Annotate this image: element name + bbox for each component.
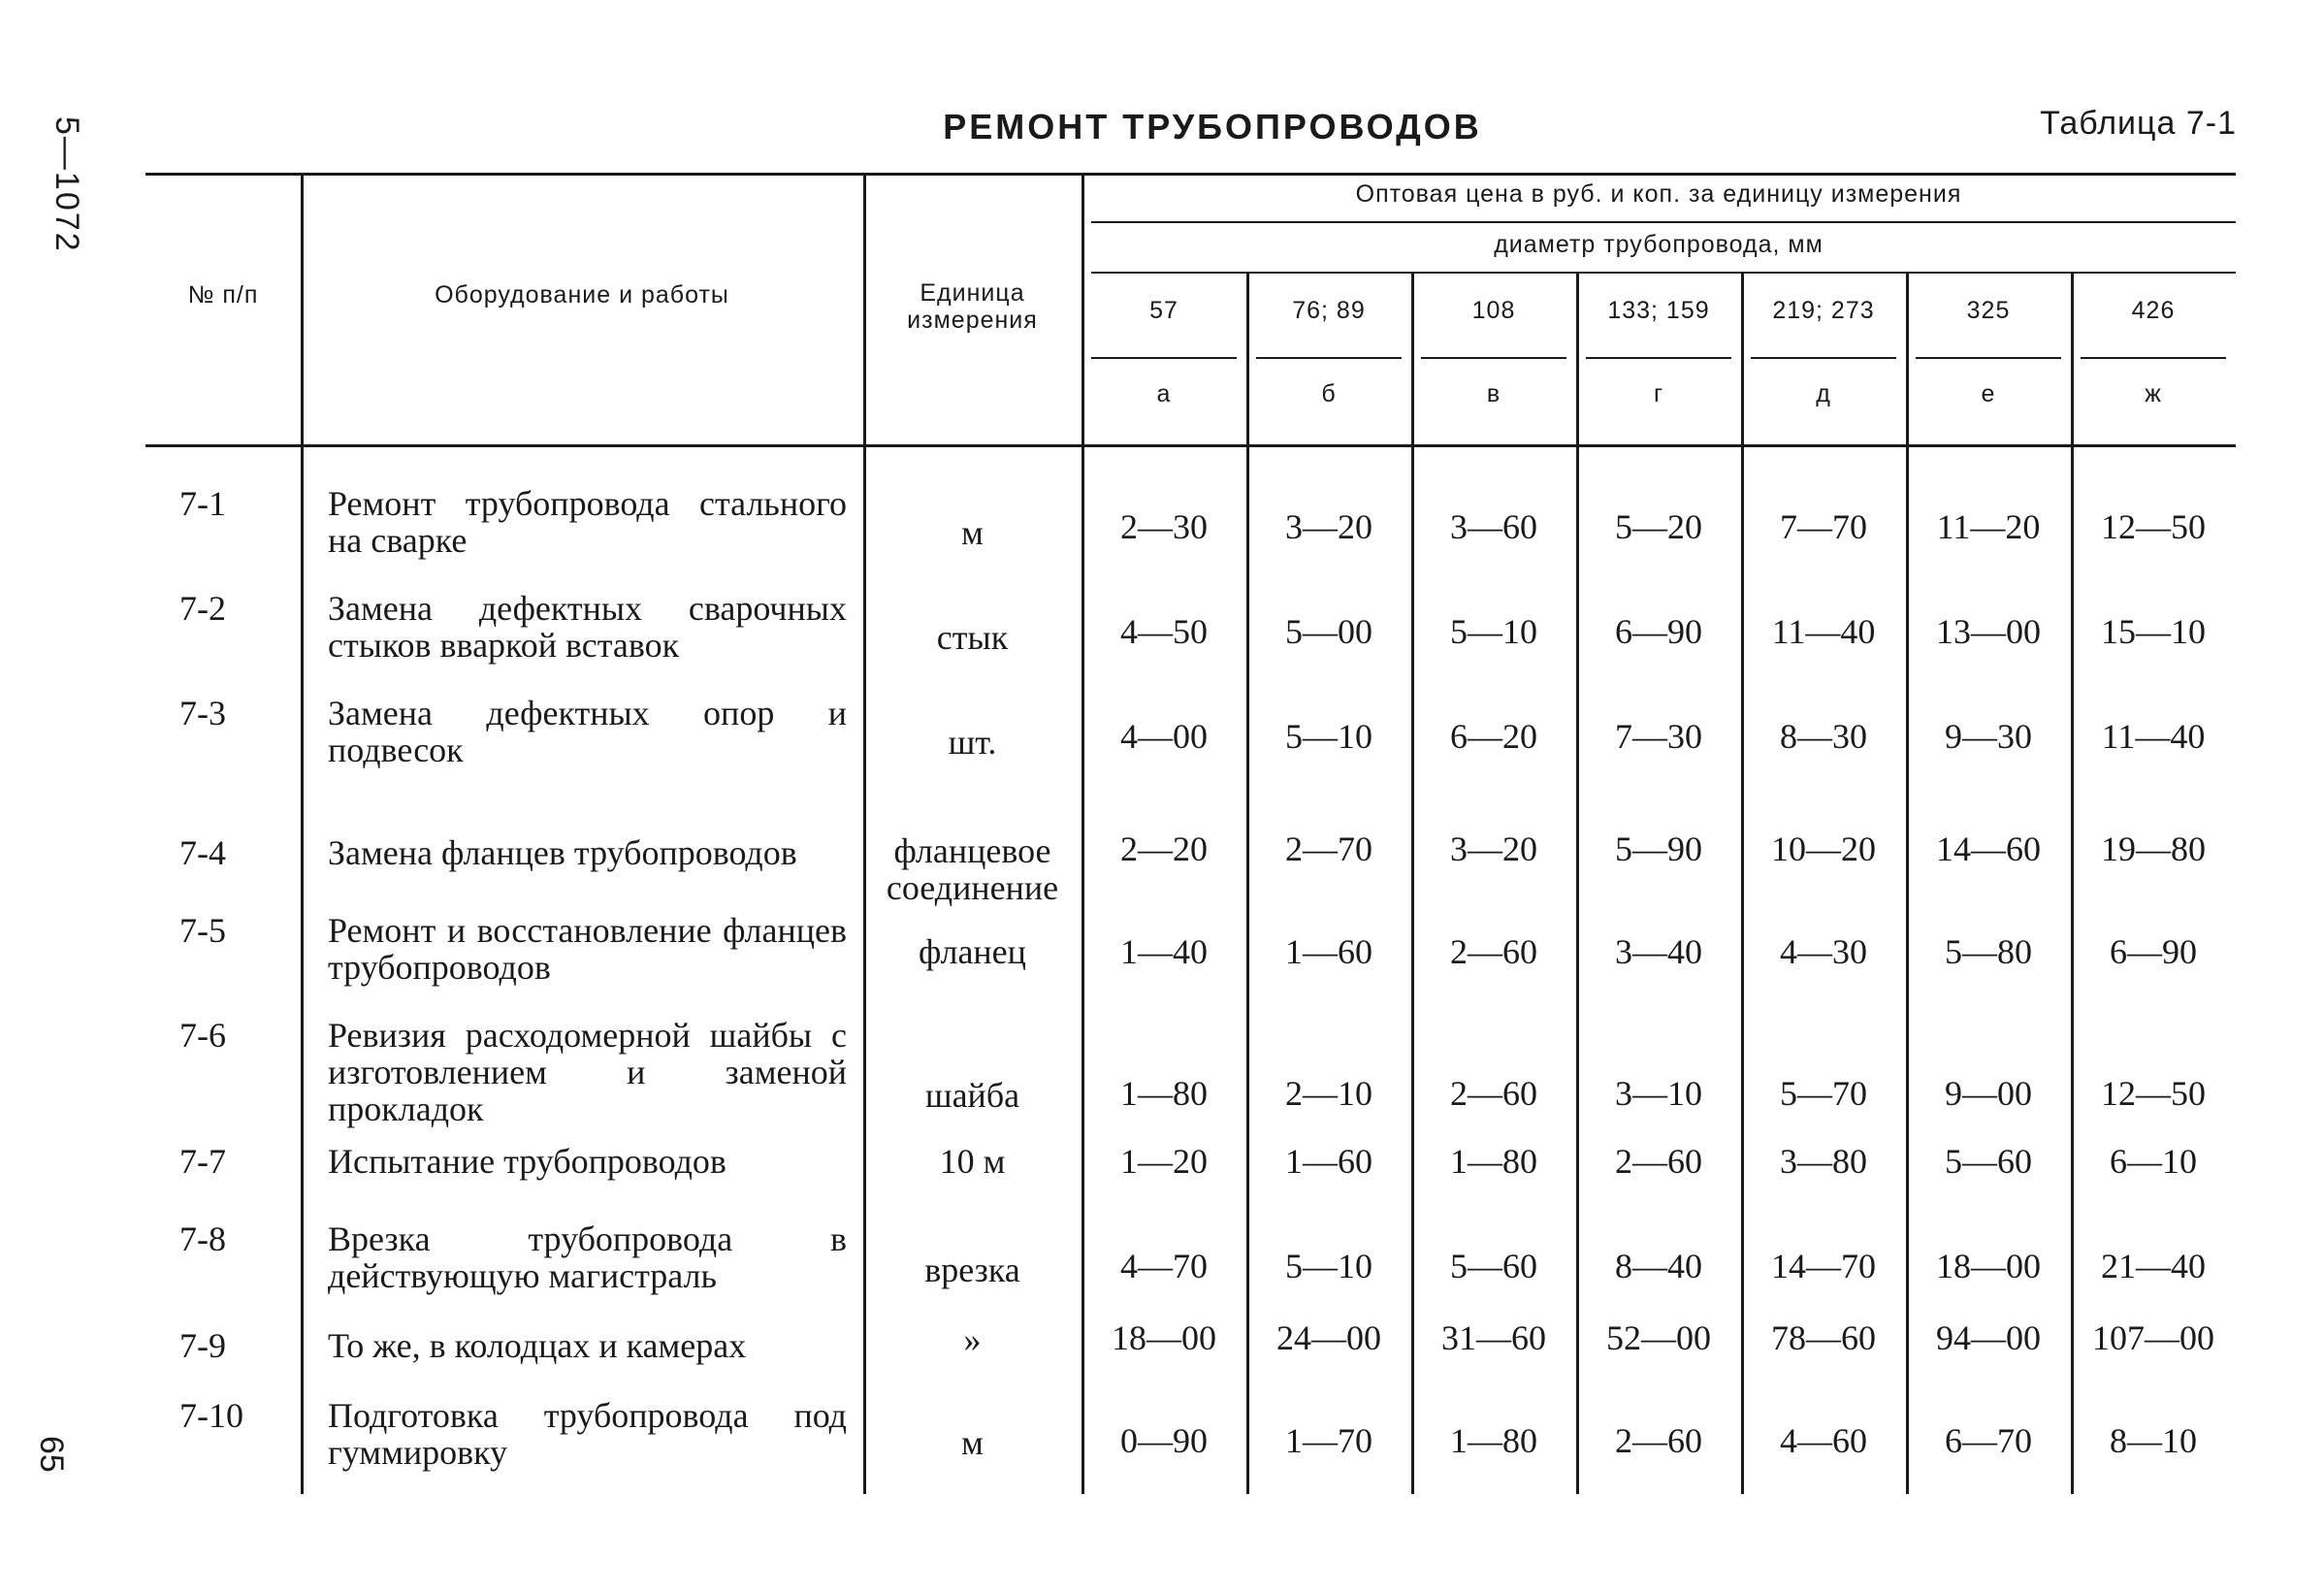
letter-sub-rule bbox=[1586, 357, 1731, 359]
price-value: 3—20 bbox=[1285, 507, 1372, 546]
work-description: Подготовка трубопровода под гуммировку bbox=[328, 1396, 847, 1472]
price-value: 19—80 bbox=[2101, 829, 2206, 868]
price-value: 4—30 bbox=[1780, 932, 1867, 971]
price-value: 15—10 bbox=[2101, 612, 2206, 651]
price-value: 7—70 bbox=[1780, 507, 1867, 546]
header-diameter-value: 76; 89 bbox=[1292, 297, 1366, 324]
header-column-letter: в bbox=[1486, 380, 1501, 407]
price-value: 8—40 bbox=[1615, 1247, 1702, 1285]
header-work: Оборудование и работы bbox=[435, 281, 729, 309]
price-value: 94—00 bbox=[1936, 1318, 2041, 1357]
unit-of-measure: фланцевое соединение bbox=[886, 831, 1059, 907]
unit-of-measure: стык bbox=[936, 618, 1009, 657]
side-code: 5—1072 bbox=[48, 116, 85, 253]
price-value: 18—00 bbox=[1112, 1318, 1216, 1357]
letter-sub-rule bbox=[1916, 357, 2061, 359]
price-value: 1—80 bbox=[1450, 1421, 1537, 1460]
price-value: 1—40 bbox=[1120, 932, 1208, 971]
price-value: 2—60 bbox=[1450, 1074, 1537, 1113]
letter-sub-rule bbox=[1256, 357, 1402, 359]
row-number: 7-6 bbox=[179, 1016, 226, 1055]
price-value: 2—60 bbox=[1615, 1142, 1702, 1181]
row-number: 7-8 bbox=[179, 1219, 226, 1258]
price-value: 6—90 bbox=[2110, 932, 2197, 971]
price-value: 5—60 bbox=[1945, 1142, 2032, 1181]
work-description: Ремонт и восстановление фланцев трубопроводов bbox=[328, 911, 847, 987]
work-description: Замена дефектных сварочных стыков вваркой вставок bbox=[328, 589, 847, 665]
price-value: 6—90 bbox=[1615, 612, 1702, 651]
col-rule-price bbox=[1906, 274, 1909, 1494]
letter-sub-rule bbox=[1421, 357, 1566, 359]
price-value: 3—60 bbox=[1450, 507, 1537, 546]
row-number: 7-7 bbox=[179, 1142, 226, 1181]
work-description: Ревизия расходомерной шайбы с изготовлением и заменой прокладок bbox=[328, 1016, 847, 1128]
price-value: 0—90 bbox=[1120, 1421, 1208, 1460]
price-value: 9—00 bbox=[1945, 1074, 2032, 1113]
unit-of-measure: шайба bbox=[924, 1076, 1020, 1115]
letter-sub-rule bbox=[2081, 357, 2226, 359]
price-sub-rule bbox=[1091, 221, 2236, 223]
price-value: 1—60 bbox=[1285, 1142, 1372, 1181]
price-value: 1—80 bbox=[1450, 1142, 1537, 1181]
price-value: 5—10 bbox=[1285, 717, 1372, 756]
price-value: 11—20 bbox=[1936, 507, 2041, 546]
price-value: 5—90 bbox=[1615, 829, 1702, 868]
work-description: Ремонт трубопровода стального на сварке bbox=[328, 484, 847, 560]
work-description: Испытание трубопроводов bbox=[328, 1142, 726, 1181]
price-value: 78—60 bbox=[1771, 1318, 1876, 1357]
work-description: Замена дефектных опор и подвесок bbox=[328, 694, 847, 769]
price-value: 52—00 bbox=[1606, 1318, 1711, 1357]
price-value: 8—30 bbox=[1780, 717, 1867, 756]
price-value: 1—20 bbox=[1120, 1142, 1208, 1181]
header-no: № п/п bbox=[187, 281, 259, 309]
price-value: 1—70 bbox=[1285, 1421, 1372, 1460]
price-value: 14—60 bbox=[1936, 829, 2041, 868]
price-value: 31—60 bbox=[1441, 1318, 1546, 1357]
page-number: 65 bbox=[33, 1436, 70, 1473]
header-column-letter: г bbox=[1653, 380, 1664, 407]
price-value: 24—00 bbox=[1276, 1318, 1381, 1357]
col-rule-no bbox=[301, 173, 304, 1494]
price-value: 1—60 bbox=[1285, 932, 1372, 971]
unit-of-measure: шт. bbox=[948, 723, 997, 762]
page-title: РЕМОНТ ТРУБОПРОВОДОВ bbox=[943, 107, 1482, 146]
col-rule-price bbox=[2071, 274, 2074, 1494]
price-value: 12—50 bbox=[2101, 507, 2206, 546]
header-diameter: диаметр трубопровода, мм bbox=[1494, 231, 1824, 258]
price-value: 5—70 bbox=[1780, 1074, 1867, 1113]
col-rule-price bbox=[1576, 274, 1579, 1494]
price-value: 1—80 bbox=[1120, 1074, 1208, 1113]
header-diameter-value: 108 bbox=[1471, 297, 1516, 324]
header-column-letter: е bbox=[1981, 380, 1996, 407]
price-value: 6—20 bbox=[1450, 717, 1537, 756]
price-value: 21—40 bbox=[2101, 1247, 2206, 1285]
work-description: Врезка трубопровода в действующую магистраль bbox=[328, 1219, 847, 1295]
header-column-letter: ж bbox=[2145, 380, 2162, 407]
work-description: То же, в колодцах и камерах bbox=[328, 1326, 747, 1365]
table-label: Таблица 7-1 bbox=[2040, 105, 2237, 142]
price-value: 4—50 bbox=[1120, 612, 1208, 651]
price-value: 4—60 bbox=[1780, 1421, 1867, 1460]
col-rule-price bbox=[1411, 274, 1414, 1494]
price-value: 11—40 bbox=[1771, 612, 1876, 651]
unit-of-measure: » bbox=[963, 1320, 982, 1359]
price-value: 9—30 bbox=[1945, 717, 2032, 756]
header-column-letter: а bbox=[1156, 380, 1172, 407]
header-column-letter: д bbox=[1816, 380, 1831, 407]
price-value: 2—70 bbox=[1285, 829, 1372, 868]
work-description: Замена фланцев трубопроводов bbox=[328, 833, 797, 872]
unit-of-measure: м bbox=[961, 1423, 984, 1462]
price-value: 3—40 bbox=[1615, 932, 1702, 971]
price-value: 13—00 bbox=[1936, 612, 2041, 651]
unit-of-measure: 10 м bbox=[939, 1142, 1006, 1181]
header-diameter-value: 133; 159 bbox=[1607, 297, 1710, 324]
price-value: 14—70 bbox=[1771, 1247, 1876, 1285]
header-diameter-value: 219; 273 bbox=[1772, 297, 1875, 324]
letter-sub-rule bbox=[1751, 357, 1896, 359]
price-value: 5—60 bbox=[1450, 1247, 1537, 1285]
price-value: 8—10 bbox=[2110, 1421, 2197, 1460]
header-unit: Единица измерения bbox=[907, 279, 1038, 334]
row-number: 7-4 bbox=[179, 833, 226, 872]
price-value: 5—20 bbox=[1615, 507, 1702, 546]
header-diameter-value: 325 bbox=[1966, 297, 2011, 324]
price-value: 5—10 bbox=[1450, 612, 1537, 651]
price-value: 18—00 bbox=[1936, 1247, 2041, 1285]
price-value: 4—00 bbox=[1120, 717, 1208, 756]
header-bottom-rule bbox=[145, 444, 2236, 447]
price-value: 2—30 bbox=[1120, 507, 1208, 546]
price-value: 12—50 bbox=[2101, 1074, 2206, 1113]
price-value: 2—60 bbox=[1450, 932, 1537, 971]
unit-of-measure: фланец bbox=[919, 932, 1026, 971]
price-value: 11—40 bbox=[2101, 717, 2206, 756]
top-rule bbox=[145, 173, 2236, 176]
price-value: 10—20 bbox=[1771, 829, 1876, 868]
price-value: 2—20 bbox=[1120, 829, 1208, 868]
price-value: 107—00 bbox=[2092, 1318, 2214, 1357]
unit-of-measure: врезка bbox=[924, 1251, 1020, 1289]
price-value: 7—30 bbox=[1615, 717, 1702, 756]
unit-of-measure: м bbox=[961, 513, 984, 552]
price-value: 5—10 bbox=[1285, 1247, 1372, 1285]
row-number: 7-10 bbox=[179, 1396, 243, 1435]
letter-sub-rule bbox=[1091, 357, 1237, 359]
price-value: 3—20 bbox=[1450, 829, 1537, 868]
price-value: 4—70 bbox=[1120, 1247, 1208, 1285]
header-price: Оптовая цена в руб. и коп. за единицу измерения bbox=[1355, 180, 1962, 208]
header-column-letter: б bbox=[1321, 380, 1337, 407]
price-value: 2—10 bbox=[1285, 1074, 1372, 1113]
row-number: 7-9 bbox=[179, 1326, 226, 1365]
price-value: 2—60 bbox=[1615, 1421, 1702, 1460]
diameter-sub-rule bbox=[1091, 272, 2236, 274]
price-value: 6—70 bbox=[1945, 1421, 2032, 1460]
col-rule-price bbox=[1246, 274, 1249, 1494]
row-number: 7-3 bbox=[179, 694, 226, 732]
col-rule-price bbox=[1741, 274, 1744, 1494]
price-value: 5—00 bbox=[1285, 612, 1372, 651]
header-diameter-value: 57 bbox=[1149, 297, 1178, 324]
price-value: 6—10 bbox=[2110, 1142, 2197, 1181]
price-value: 3—10 bbox=[1615, 1074, 1702, 1113]
header-diameter-value: 426 bbox=[2131, 297, 2176, 324]
row-number: 7-5 bbox=[179, 911, 226, 950]
price-value: 5—80 bbox=[1945, 932, 2032, 971]
row-number: 7-2 bbox=[179, 589, 226, 628]
row-number: 7-1 bbox=[179, 484, 226, 523]
price-value: 3—80 bbox=[1780, 1142, 1867, 1181]
